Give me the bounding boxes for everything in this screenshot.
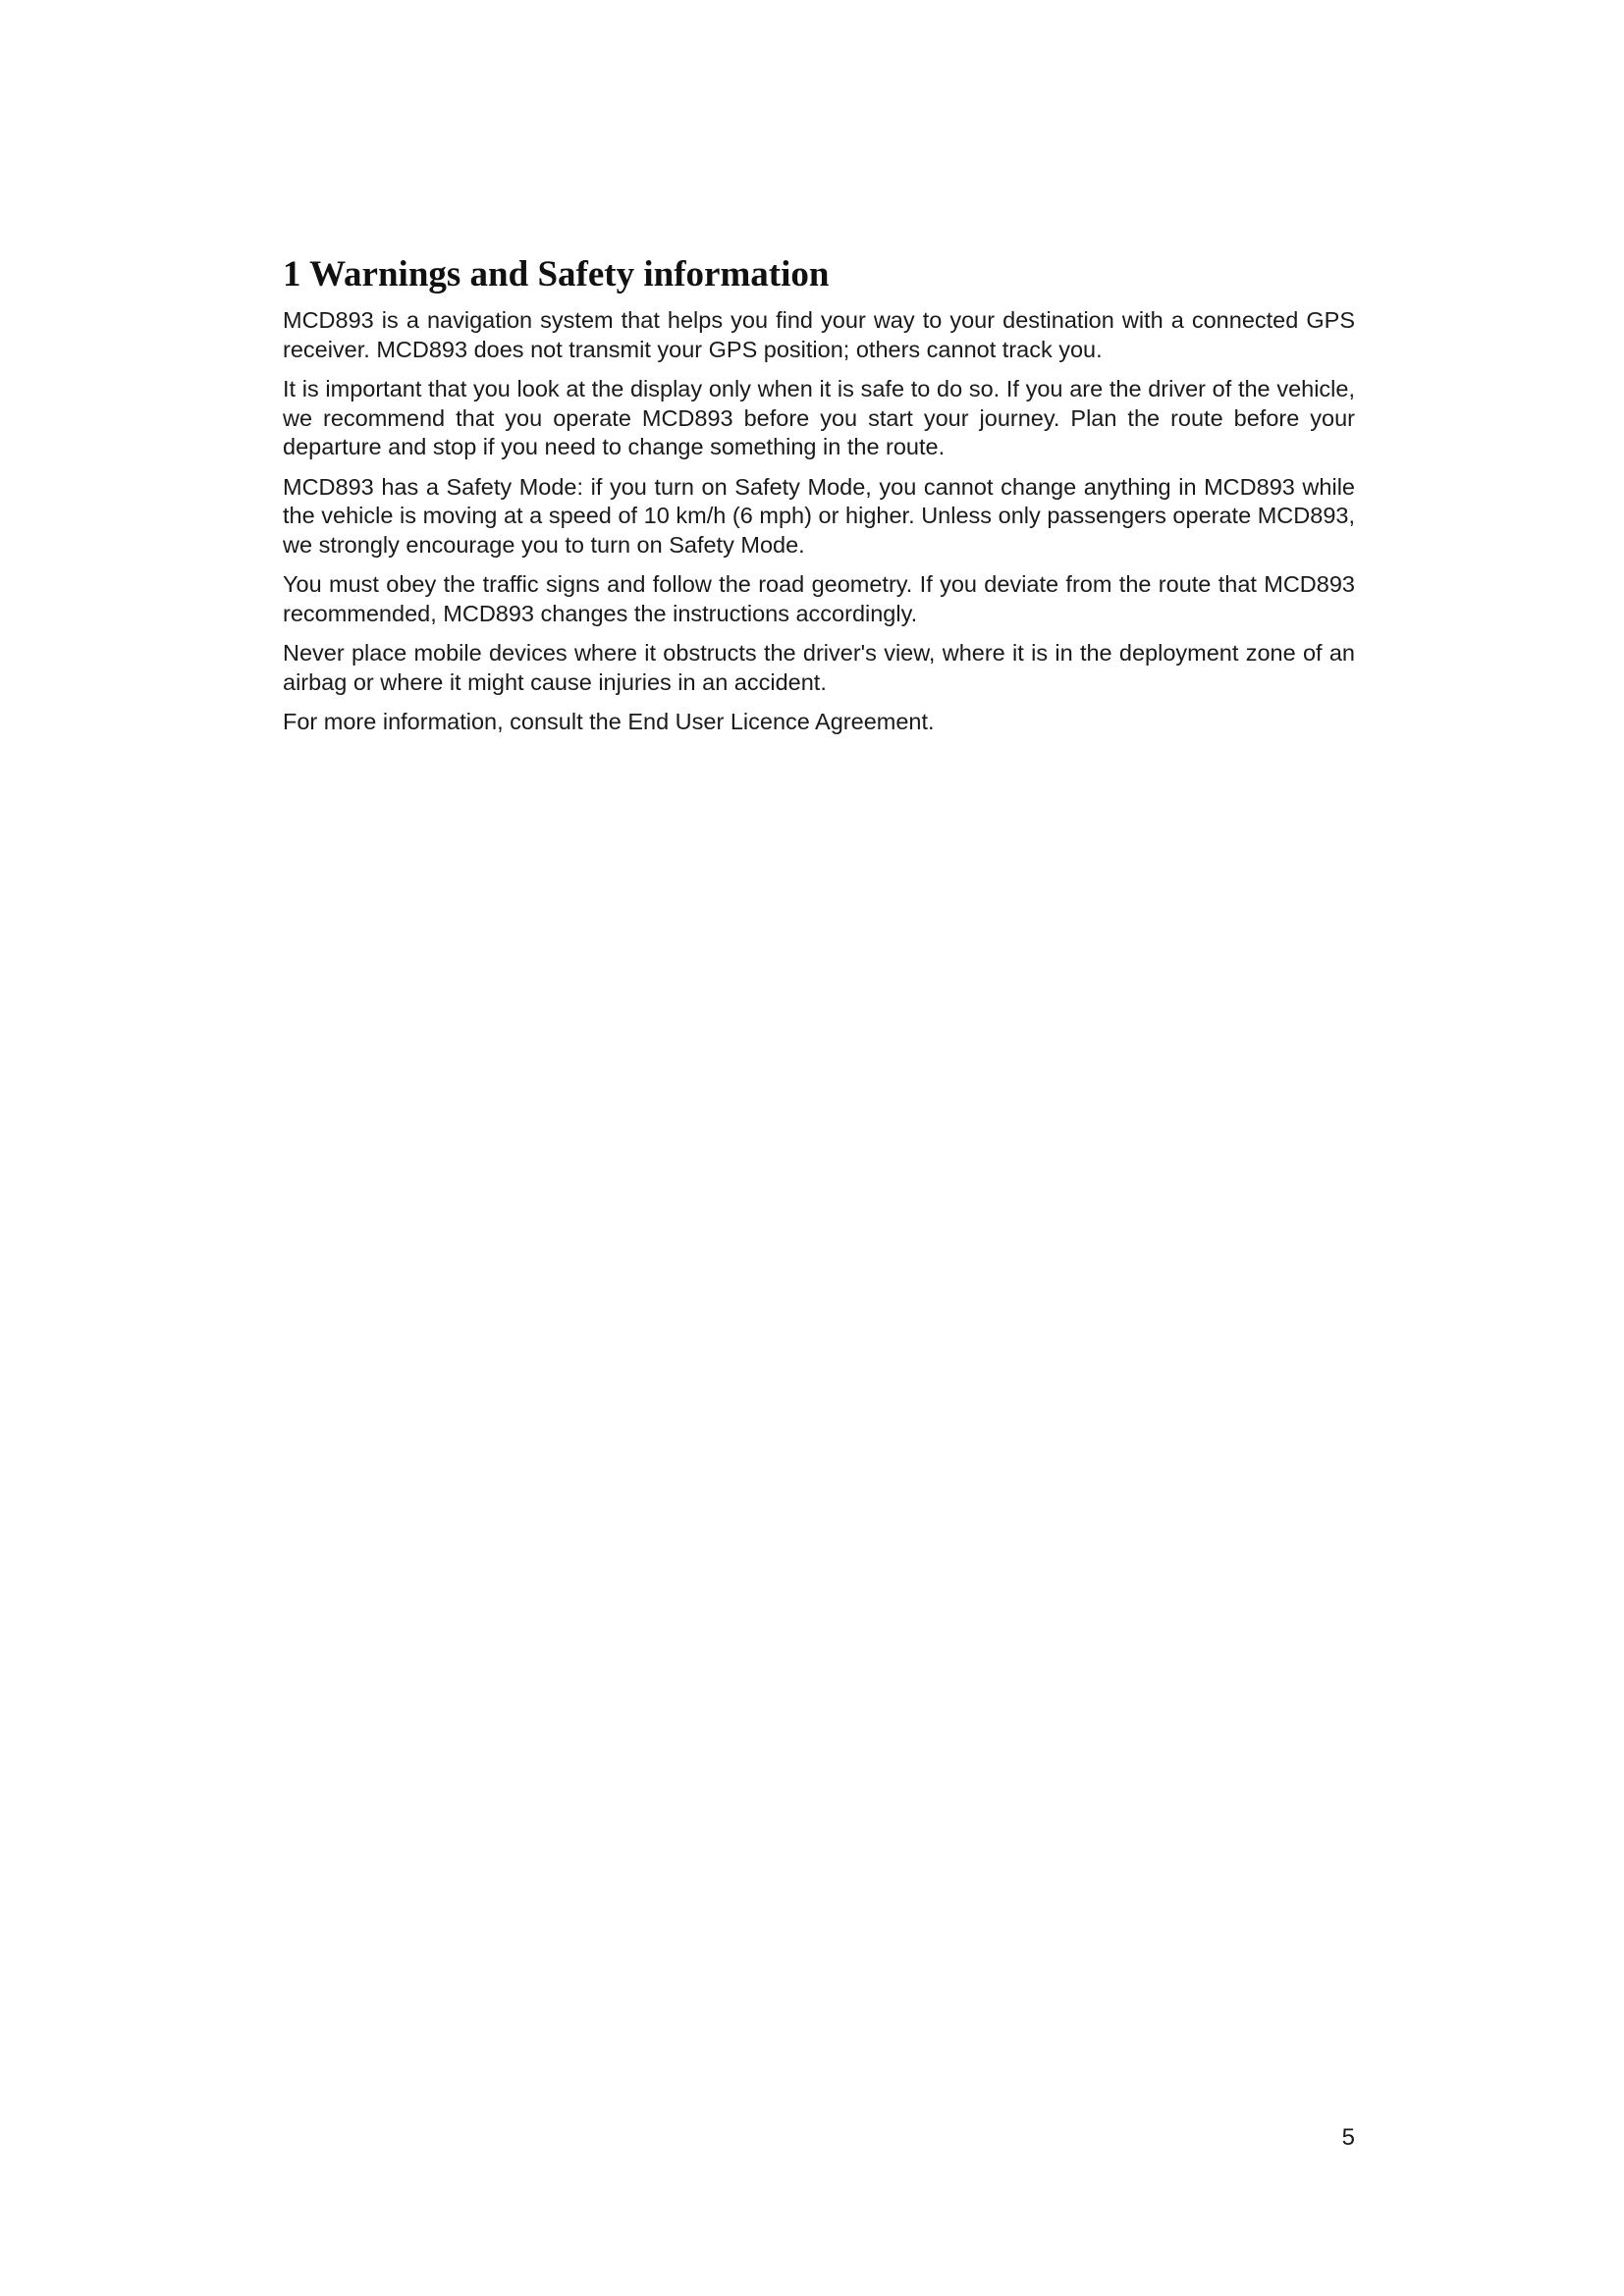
paragraph-display-safety: It is important that you look at the display only when it is safe to do so. If you are the driver of the vehicle, we recommend that you operate MCD893 before you start your journey. Plan the route before your departure and stop if you need to change something in the route. (283, 376, 1355, 459)
page-content (283, 251, 1355, 748)
paragraph-device-placement: Never place mobile devices where it obstructs the driver's view, where it is in the deployment zone of an airbag or where it might cause injuries in an accident. (283, 640, 1355, 695)
paragraph-intro: MCD893 is a navigation system that helps you find your way to your destination with a connected GPS receiver. MCD893 does not transmit your GPS position; others cannot track you. (283, 307, 1355, 362)
paragraph-traffic-signs: You must obey the traffic signs and follow the road geometry. If you deviate from the route that MCD893 recommended, MCD893 changes the instructions accordingly. (283, 571, 1355, 626)
paragraph-safety-mode: MCD893 has a Safety Mode: if you turn on Safety Mode, you cannot change anything in MCD893 while the vehicle is moving at a speed of 10 km/h (6 mph) or higher. Unless only passengers operate MCD893, we strongly encourage you to turn on Safety Mode. (283, 473, 1355, 558)
page-number: 5 (1341, 2124, 1355, 2151)
section-heading: 1 Warnings and Safety information (283, 254, 830, 294)
paragraph-more-information: For more information, consult the End User Licence Agreement. (283, 709, 935, 734)
